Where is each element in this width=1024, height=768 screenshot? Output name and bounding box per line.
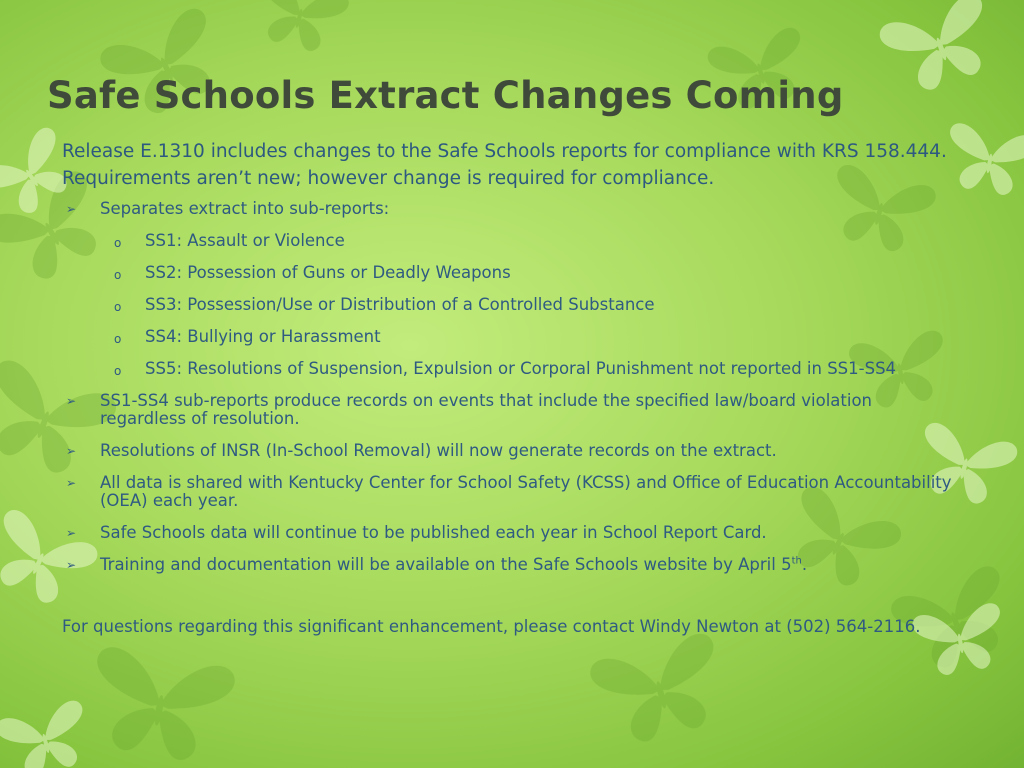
- sub-bullet-item: [100, 232, 962, 250]
- circle-bullet-icon: o: [114, 332, 122, 346]
- intro-paragraph: Release E.1310 includes changes to the Safe Schools reports for compliance with KRS 158.444. Requirements aren’t new; however change is required for compliance.: [62, 141, 947, 189]
- circle-bullet-icon: o: [114, 300, 122, 314]
- bullet-text: Resolutions of INSR (In-School Removal) will now generate records on the extract.: [100, 441, 777, 460]
- circle-bullet-icon: o: [114, 236, 122, 250]
- bullet-text: SS1-SS4 sub-reports produce records on events that include the specified law/board violation regardless of resolution.: [100, 391, 873, 428]
- circle-bullet-icon: o: [114, 268, 122, 282]
- bullet-list: [62, 200, 962, 574]
- bullet-item: [62, 392, 962, 428]
- ordinal-suffix: th: [791, 555, 802, 567]
- sub-bullet-item: [100, 360, 962, 378]
- sub-bullet-text: SS5: Resolutions of Suspension, Expulsion or Corporal Punishment not reported in SS1-SS4: [145, 359, 897, 378]
- arrow-bullet-icon: ➢: [66, 558, 77, 572]
- sub-bullet-text: SS4: Bullying or Harassment: [145, 327, 381, 346]
- bullet-text: Training and documentation will be available on the Safe Schools website by April 5: [100, 555, 792, 574]
- arrow-bullet-icon: ➢: [66, 526, 77, 540]
- slide-body: [62, 138, 962, 653]
- arrow-bullet-icon: ➢: [66, 476, 77, 490]
- bullet-item: [62, 200, 962, 378]
- sub-bullet-text: SS2: Possession of Guns or Deadly Weapons: [145, 263, 511, 282]
- bullet-text-end: .: [801, 555, 808, 574]
- arrow-bullet-icon: ➢: [66, 202, 77, 216]
- contact-note: For questions regarding this significant enhancement, please contact Windy Newton at (502) 564-2116.: [62, 617, 921, 636]
- arrow-bullet-icon: ➢: [66, 394, 77, 408]
- sub-bullet-text: SS3: Possession/Use or Distribution of a Controlled Substance: [145, 295, 655, 314]
- bullet-item: [62, 556, 962, 574]
- sub-bullet-item: [100, 296, 962, 314]
- bullet-item: [62, 474, 962, 510]
- bullet-item: [62, 524, 962, 542]
- circle-bullet-icon: o: [114, 364, 122, 378]
- sub-bullet-list: [100, 232, 962, 378]
- sub-bullet-item: [100, 328, 962, 346]
- bullet-text: All data is shared with Kentucky Center for School Safety (KCSS) and Office of Education Accountability (OEA) each year.: [100, 473, 952, 510]
- slide-title: Safe Schools Extract Changes Coming: [47, 74, 844, 117]
- sub-bullet-item: [100, 264, 962, 282]
- sub-bullet-text: SS1: Assault or Violence: [145, 231, 345, 250]
- bullet-item: [62, 442, 962, 460]
- bullet-text: Safe Schools data will continue to be published each year in School Report Card.: [100, 523, 767, 542]
- bullet-text: Separates extract into sub-reports:: [100, 199, 390, 218]
- arrow-bullet-icon: ➢: [66, 444, 77, 458]
